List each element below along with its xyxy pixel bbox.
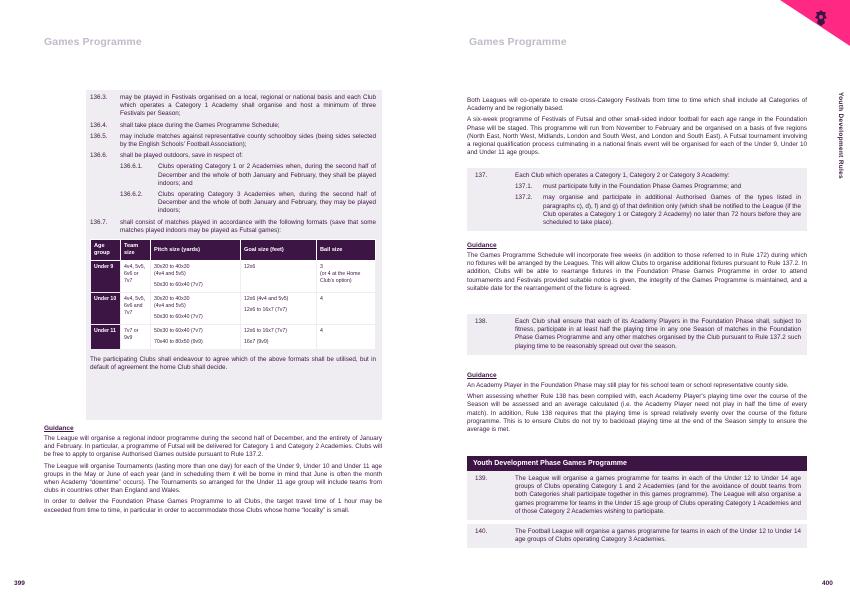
rule-138: 138. Each Club shall ensure that each of its Academy Players in the Foundation Phase shall, subject to fitness, participate in at least half the playing time in any one Season of matches in the Foundation Phase Games Programme and any other matches organised by the Club pursuant to Rule 137.2 such playing time to be reasonably spread out over the season. (475, 318, 801, 350)
lion-crest-icon (814, 10, 828, 26)
ydp-section (467, 456, 807, 548)
rule-139: 139. The League will organise a games programme for teams in each of the Under 12 to Under 14 age groups of Clubs operating Category 1 and 2 Academies (and for the avoidance of doubt teams from both Categories shall participate together in this games programme). The League will also organise a games programme for teams in the Under 15 age group of Clubs operating Category 1 Academies and of those Category 2 Academies wishing to participate. (475, 475, 801, 515)
left-page-number: 399 (14, 580, 25, 587)
guidance-paragraph: In order to deliver the Foundation Phase Games Programme to all Clubs, the target travel time of 1 hour may be exceeded from time to time, in particular in order to accommodate those Clubs whose home “locality” is small. (44, 498, 382, 514)
formats-table (90, 239, 376, 350)
right-page-header: Games Programme (469, 36, 567, 48)
rule-140: 140. The Football League will organise a games programme for teams in each of the Under 12 to Under 14 age groups of Clubs operating Category 3 Academies. (475, 528, 801, 544)
guidance-heading: Guidance (44, 425, 74, 432)
table-note: The participating Clubs shall endeavour to agree which of the above formats shall be utilised, but in default of agreement the home Club shall decide. (90, 356, 376, 372)
rule-137-2: 137.2. may organise and participate in additional Authorised Games of the types listed in paragraphs c), d), f) and g) of that definition only (which shall be notified to the League (if the Club operates a Category 1 or Category 2 Academy) no later than 72 hours before they are scheduled to take place). (515, 194, 801, 227)
left-guidance (44, 425, 382, 518)
guidance-block-2 (467, 372, 807, 437)
rule-136-6: 136.6. shall be played outdoors, save in respect of: (90, 152, 243, 160)
guidance-heading: Guidance (467, 242, 497, 249)
table-header: Goal size (feet) (241, 240, 317, 261)
table-row: Under 10 4v4, 5v5, 6v6 and 7v7 30x20 to 40x30 (4v4 and 5v5) 50x30 to 60x40 (7v7) 12x6 (4v4 and 5v5) 12x6 to 16x7 (7v7) 4 (91, 293, 376, 325)
rule-137-1: 137.1. must participate fully in the Foundation Phase Games Programme; and (515, 183, 742, 191)
table-row: Under 11 7v7 or 9v9 50x30 to 60x40 (7v7) 70x40 to 80x50 (9v9) 12x6 to 16x7 (7v7) 16x7 (9v9) 4 (91, 325, 376, 350)
rule-136-4: 136.4. shall take place during the Games Programme Schedule; (90, 121, 280, 129)
rule-136-7: 136.7. shall consist of matches played in accordance with the following formats (save that some matches played indoors may be played as Futsal games): (90, 218, 376, 234)
guidance-paragraph: When assessing whether Rule 138 has been complied with, each Academy Player's playing time over the course of the Season will be assessed and an average calculated (i.e. the Academy Player need not play in half the time of every match). In addition, Rule 138 requires that the playing time is spread relatively evenly over the course of the fixture programme. This is to ensure Clubs do not try to backload playing time at the end of the Season simply to ensure the average is met. (467, 393, 807, 434)
right-page (425, 0, 850, 603)
guidance-paragraph: An Academy Player in the Foundation Phase may still play for his school team or school representative county side. (467, 382, 789, 389)
table-header: Team size (121, 240, 151, 261)
rule-136-6-1: 136.6.1. Clubs operating Category 1 or 2 Academies when, during the second half of December and the whole of both January and February, they shall be played indoors; and (120, 163, 376, 187)
table-row: Under 9 4v4, 5v5, 6v6 or 7v7 30x20 to 40x30 (4v4 and 5v5) 50x30 to 60x40 (7v7) 12x6 3 (or 4 at the Home Club's option) (91, 261, 376, 293)
rule-136-6-2: 136.6.2. Clubs operating Category 3 Academies when, during the second half of December and the whole of both January and February, they may be played indoors; (120, 191, 376, 215)
guidance-heading: Guidance (467, 372, 497, 379)
guidance-paragraph: The League will organise a regional indoor programme during the second half of December, and the entirety of January and February. In particular, a programme of Futsal will be delivered for Category 1 and Category 2 Academies. Clubs will be free to apply to organise Authorised Games outside pursuant to Rule 137.2. (44, 435, 382, 459)
intro-paragraph: Both Leagues will co-operate to create cross-Category Festivals from time to time which shall include all Categories of Academy and be regionally based. (467, 97, 807, 113)
left-page-header: Games Programme (44, 36, 142, 48)
rule-136-box (86, 90, 382, 420)
guidance-block-1 (467, 242, 807, 296)
rule-139-box (467, 471, 807, 520)
rule-136-5: 136.5. may include matches against representative county schoolboy sides (being sides selected by the English Schools’ Football Association); (90, 132, 376, 149)
guidance-paragraph: The Games Programme Schedule will incorporate free weeks (in addition to those referred to in Rule 172) during which no fixtures will be arranged by the Leagues. This will allow Clubs to organise additional fixtures pursuant to Rule 137.2. In addition, Clubs will be able to rearrange fixtures in the Foundation Phase Games Programme in order to attend tournaments and Festivals provided suitable notice is given, the integrity of the Games Programme is maintained, and a suitable date for the rearrangement of the fixture is agreed. (467, 252, 807, 292)
rule-136-3: 136.3. may be played in Festivals organised on a local, regional or national basis and each Club which operates a Category 1 Academy shall organise and host a minimum of three Festivals per Season; (90, 94, 376, 118)
right-page-number: 400 (822, 580, 833, 587)
table-header: Pitch size (yards) (151, 240, 241, 261)
table-header: Age group (91, 240, 121, 261)
rule-138-box (467, 314, 807, 355)
table-header: Ball size (317, 240, 376, 261)
section-heading-bar: Youth Development Phase Games Programme (467, 456, 807, 471)
guidance-paragraph: The League will organise Tournaments (lasting more than one day) for each of the Under 9, Under 10 and Under 11 age groups in the May or June of each year (and in scheduling them it will be borne in mind that June is often the month when Academy “downtime” occurs). The Tournaments so arranged for the Under 11 age group will include teams from clubs in countries other than England and Wales. (44, 462, 382, 495)
intro-block (467, 97, 807, 160)
rule-137: 137. Each Club which operates a Category 1, Category 2 or Category 3 Academy: (475, 172, 730, 179)
rule-140-box (467, 524, 807, 548)
intro-paragraph: A six-week programme of Festivals of Futsal and other small-sided indoor football for each age range in the Foundation Phase will be staged. This programme will run from November to February and be organised on a basis of five regions (North East, North West, Midlands, London and South West, and London and South East). A Futsal tournament involving a regional qualification process culminating in a national finals event will be organised for each of the Under 9, Under 10 and Under 11 age groups. (467, 116, 807, 157)
rule-137-box (467, 168, 807, 231)
section-side-label: Youth Development Rules (837, 92, 844, 179)
